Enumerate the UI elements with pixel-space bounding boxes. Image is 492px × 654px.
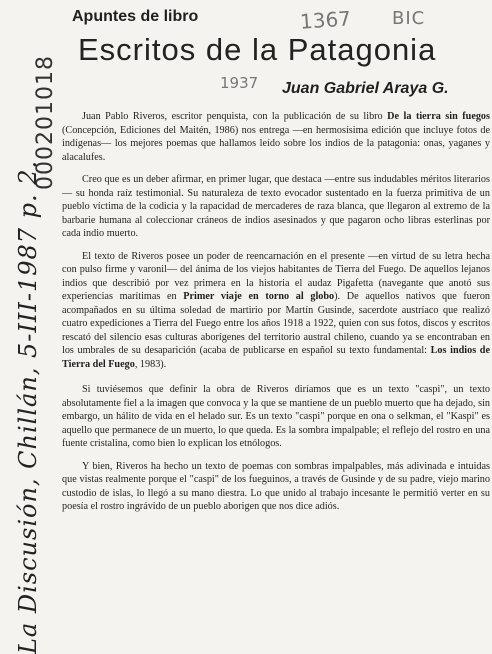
handwritten-number: 1367 [299,6,352,34]
paragraph-1 [62,110,490,164]
p3-book-title-2: Los indios de Tierra del Fuego [62,345,490,370]
article-title: Escritos de la Patagonia [78,32,437,67]
p1-text-b: (Concepción, Ediciones del Maitén, 1986) nos entrega —en hermosísima edición que incluye fotos de indígenas— los mejores poemas que hallamos leído sobre los indios de la patagonia: onas, yaganes y alacalufes. [62,124,490,163]
p3-text-a: El texto de Riveros posee un poder de reencarnación en el presente —en virtud de su letra hecha con pulso firme y varonil— del ánima de los viejos habitantes de Tierra del Fuego. De aquellos lejanos indios que describió por vez primera en la historia el audaz Pigafetta (navegante que anotó sus experiencias marítimas en [62,250,490,302]
paragraph-5: Y bien, Riveros ha hecho un texto de poemas con sombras impalpables, más adivinada e intuidas que vistas realmente porque el "caspi" de los fueguinos, a través de Gusinde y de su padre, viejo marino custodio de islas, lo llegó a su mano diestra. Lo que unido al trabajo incesante le permitió verter en su poesía el rostro ingrávido de un pueblo aborigen que nos dice adiós. [62,460,490,512]
p1-text-a: Juan Pablo Riveros, escritor penquista, con la publicación de su libro [82,111,388,122]
p3-text-b: ). De aquellos nativos que fueron acompañados en su última soledad de martirio por Martín Gusinde, sacerdote austríaco que realizó cuatro expediciones a Tierra del Fuego entre los años 1918 a 1922, quien con sus fotos, discos y escritos rescató del silencio esas culturas aborígenes del territorio austral chileno, cuando ya se encontraban en los umbrales de su desaparición (acaba de publicarse en español su texto fundamental: [62,291,491,356]
article-body [62,110,490,523]
handwritten-year: 1937 [220,74,259,92]
handwritten-catalog-id: 000201018 [32,55,58,190]
section-label: Apuntes de libro [72,8,199,25]
paragraph-4: Si tuviésemos que definir la obra de Riveros diríamos que es un texto "caspi", un texto absolutamente fiel a la imagen que convoca y la que se mantiene de un pueblo muerto que ha dejado, sin embargo, un hálito de vida en el helado sur. Es un texto "caspi" porque en ona o selkman, el "Kaspi" es aquello que permanece de un muerto, lo que queda. Es la sombra impalpable; el reflejo del rostro en una fuente cristalina, como bien lo explican los etnólogos. [62,384,490,449]
p3-text-c: , 1983). [134,358,167,370]
p1-book-title: De la tierra sin fuegos [387,111,490,122]
paragraph-3 [62,250,490,372]
article-author: Juan Gabriel Araya G. [282,80,449,97]
handwritten-source: La Discusión, Chillán, 5-III-1987 p. 2. [14,159,42,654]
handwritten-bic: BIC [392,8,426,29]
p3-book-title-1: Primer viaje en torno al globo [183,291,335,302]
paragraph-2: Creo que es un deber afirmar, en primer lugar, que destaca —entre sus indudables méritos literarios— su honda raíz testimonial. Su naturaleza de texto evocador sustentado en la fuerza primitiva de un pueblo víctima de la codicia y la rapacidad de mercaderes de raza blanca, que llegaron al extremo de la barbarie humana al coleccionar cráneos de indios asesinados y que pagaron ocho libras esterlinas por cada indio muerto. [62,174,490,239]
